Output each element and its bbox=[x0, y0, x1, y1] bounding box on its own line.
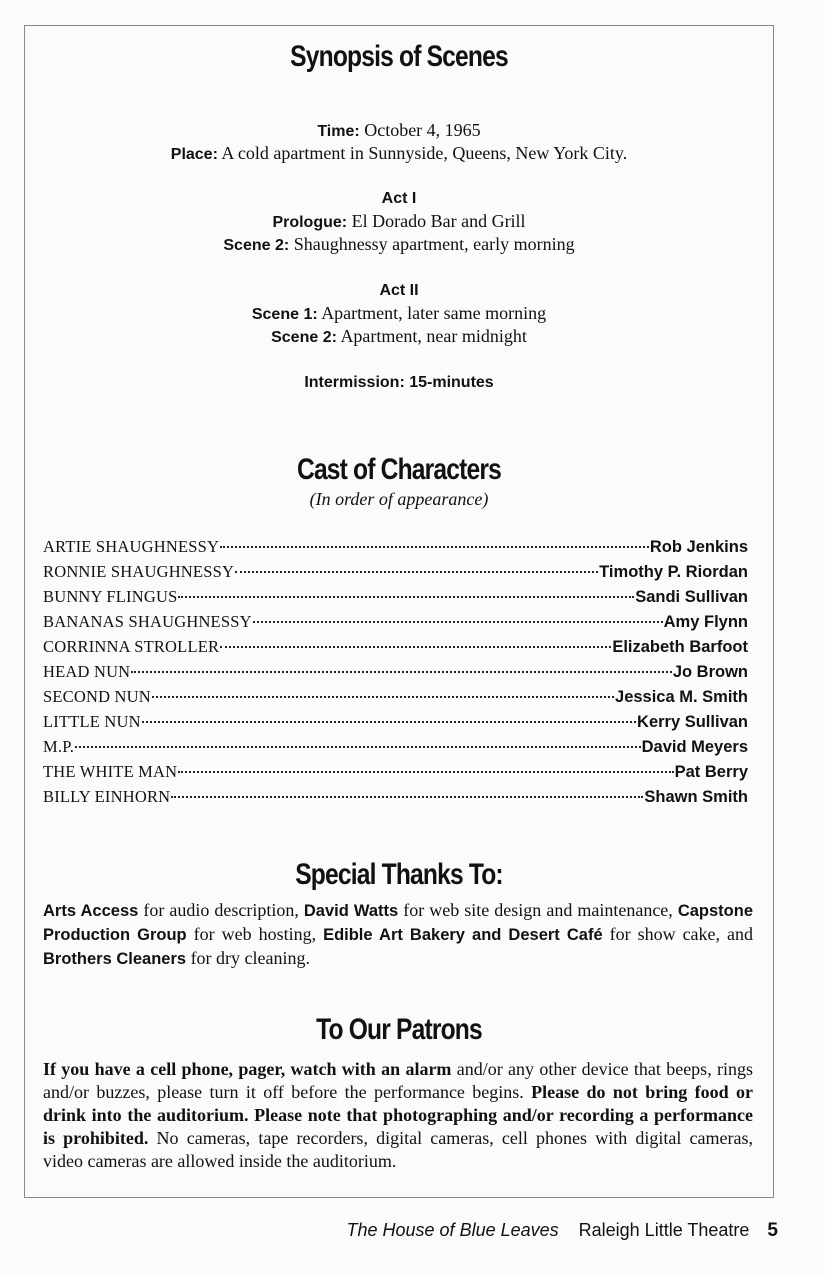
page-number: 5 bbox=[767, 1220, 778, 1241]
cast-subtitle: (In order of appearance) bbox=[309, 489, 489, 509]
thanks-name-2: David Watts bbox=[303, 902, 399, 920]
role-name: RONNIE SHAUGHNESSY bbox=[43, 562, 235, 581]
role-name: BANANAS SHAUGHNESSY bbox=[43, 612, 252, 631]
cast-row bbox=[43, 712, 748, 737]
leader-dots bbox=[178, 596, 634, 598]
thanks-text-3: for web hosting, bbox=[186, 924, 324, 944]
thanks-text-2: for web site design and maintenance, bbox=[398, 900, 678, 920]
leader-dots bbox=[171, 796, 643, 798]
cast-row bbox=[43, 537, 748, 562]
act1-scene2-label: Scene 2: bbox=[223, 237, 290, 254]
page-footer bbox=[347, 1220, 779, 1242]
leader-dots bbox=[235, 571, 598, 573]
act1-scene1 bbox=[24, 211, 774, 232]
leader-dots bbox=[75, 746, 641, 748]
intermission: Intermission: 15-minutes bbox=[304, 374, 494, 391]
play-title: The House of Blue Leaves bbox=[346, 1220, 559, 1240]
role-name: BILLY EINHORN bbox=[43, 787, 171, 806]
cast-row bbox=[43, 787, 748, 812]
thanks-paragraph bbox=[43, 899, 753, 971]
thanks-name-5: Brothers Cleaners bbox=[43, 950, 187, 968]
actor-name: Sandi Sullivan bbox=[635, 588, 748, 606]
patrons-text-1: and/or any other device that beeps, rings and/or buzzes, please turn it off before the performance begins. bbox=[43, 1059, 754, 1102]
cast-row bbox=[43, 737, 748, 762]
cast-row bbox=[43, 587, 748, 612]
synopsis-heading: Synopsis of Scenes bbox=[290, 40, 508, 73]
time-label: Time: bbox=[317, 123, 360, 140]
thanks-name-4: Edible Art Bakery and Desert Café bbox=[323, 926, 603, 944]
cast-list bbox=[43, 537, 748, 812]
actor-name: Elizabeth Barfoot bbox=[612, 638, 748, 656]
time-value: October 4, 1965 bbox=[364, 120, 481, 140]
thanks-name-1: Arts Access bbox=[43, 902, 139, 920]
act2-scene1 bbox=[24, 303, 774, 324]
role-name: CORRINNA STROLLER bbox=[43, 637, 220, 656]
leader-dots bbox=[178, 771, 673, 773]
actor-name: Kerry Sullivan bbox=[637, 713, 748, 731]
actor-name: Shawn Smith bbox=[644, 788, 748, 806]
role-name: BUNNY FLINGUS bbox=[43, 587, 178, 606]
leader-dots bbox=[131, 671, 672, 673]
act2-scene1-label: Scene 1: bbox=[251, 306, 318, 323]
leader-dots bbox=[152, 696, 614, 698]
act1-scene2-value: Shaughnessy apartment, early morning bbox=[293, 234, 575, 254]
role-name: HEAD NUN bbox=[43, 662, 131, 681]
cast-row bbox=[43, 762, 748, 787]
patrons-heading: To Our Patrons bbox=[316, 1013, 482, 1046]
actor-name: Timothy P. Riordan bbox=[599, 563, 748, 581]
theatre-name: Raleigh Little Theatre bbox=[578, 1220, 750, 1240]
time-line bbox=[24, 120, 774, 141]
patrons-bold-2: Please do not bring food or drink into the auditorium. Please note that photographing and/or recording a performance is prohibited. bbox=[43, 1082, 753, 1148]
leader-dots bbox=[253, 621, 663, 623]
actor-name: Rob Jenkins bbox=[649, 538, 748, 556]
thanks-name-3: Capstone Production Group bbox=[43, 902, 754, 944]
actor-name: Jessica M. Smith bbox=[615, 688, 748, 706]
act2-scene1-value: Apartment, later same morning bbox=[321, 303, 547, 323]
place-value: A cold apartment in Sunnyside, Queens, New York City. bbox=[221, 143, 628, 163]
thanks-heading: Special Thanks To: bbox=[295, 858, 503, 891]
role-name: ARTIE SHAUGHNESSY bbox=[43, 537, 220, 556]
thanks-text-1: for audio description, bbox=[138, 900, 304, 920]
role-name: SECOND NUN bbox=[43, 687, 151, 706]
leader-dots bbox=[142, 721, 636, 723]
act2-scene2-value: Apartment, near midnight bbox=[340, 326, 527, 346]
actor-name: Jo Brown bbox=[672, 663, 748, 681]
actor-name: David Meyers bbox=[641, 738, 748, 756]
patrons-bold-1: If you have a cell phone, pager, watch with an alarm bbox=[43, 1059, 452, 1079]
leader-dots bbox=[220, 546, 649, 548]
place-line bbox=[24, 143, 774, 164]
cast-row bbox=[43, 637, 748, 662]
act1-title: Act I bbox=[381, 190, 417, 207]
cast-row bbox=[43, 687, 748, 712]
act2-scene2 bbox=[24, 326, 774, 347]
leader-dots bbox=[220, 646, 611, 648]
role-name: THE WHITE MAN bbox=[43, 762, 178, 781]
act1-scene1-value: El Dorado Bar and Grill bbox=[351, 211, 526, 231]
act1-scene2 bbox=[24, 234, 774, 255]
cast-heading: Cast of Characters bbox=[296, 453, 501, 486]
cast-row bbox=[43, 562, 748, 587]
act2-title: Act II bbox=[379, 282, 419, 299]
role-name: LITTLE NUN bbox=[43, 712, 141, 731]
cast-row bbox=[43, 612, 748, 637]
act1-scene1-label: Prologue: bbox=[272, 214, 348, 231]
actor-name: Amy Flynn bbox=[663, 613, 748, 631]
patrons-text-2: No cameras, tape recorders, digital cameras, cell phones with digital cameras, video cameras are allowed inside the auditorium. bbox=[43, 1128, 753, 1171]
thanks-text-5: for dry cleaning. bbox=[186, 948, 311, 968]
act2-scene2-label: Scene 2: bbox=[271, 329, 337, 346]
thanks-text-4: for show cake, and bbox=[602, 924, 754, 944]
actor-name: Pat Berry bbox=[674, 763, 748, 781]
cast-row bbox=[43, 662, 748, 687]
place-label: Place: bbox=[170, 146, 218, 163]
patrons-paragraph bbox=[43, 1058, 753, 1173]
role-name: M.P. bbox=[43, 737, 75, 756]
